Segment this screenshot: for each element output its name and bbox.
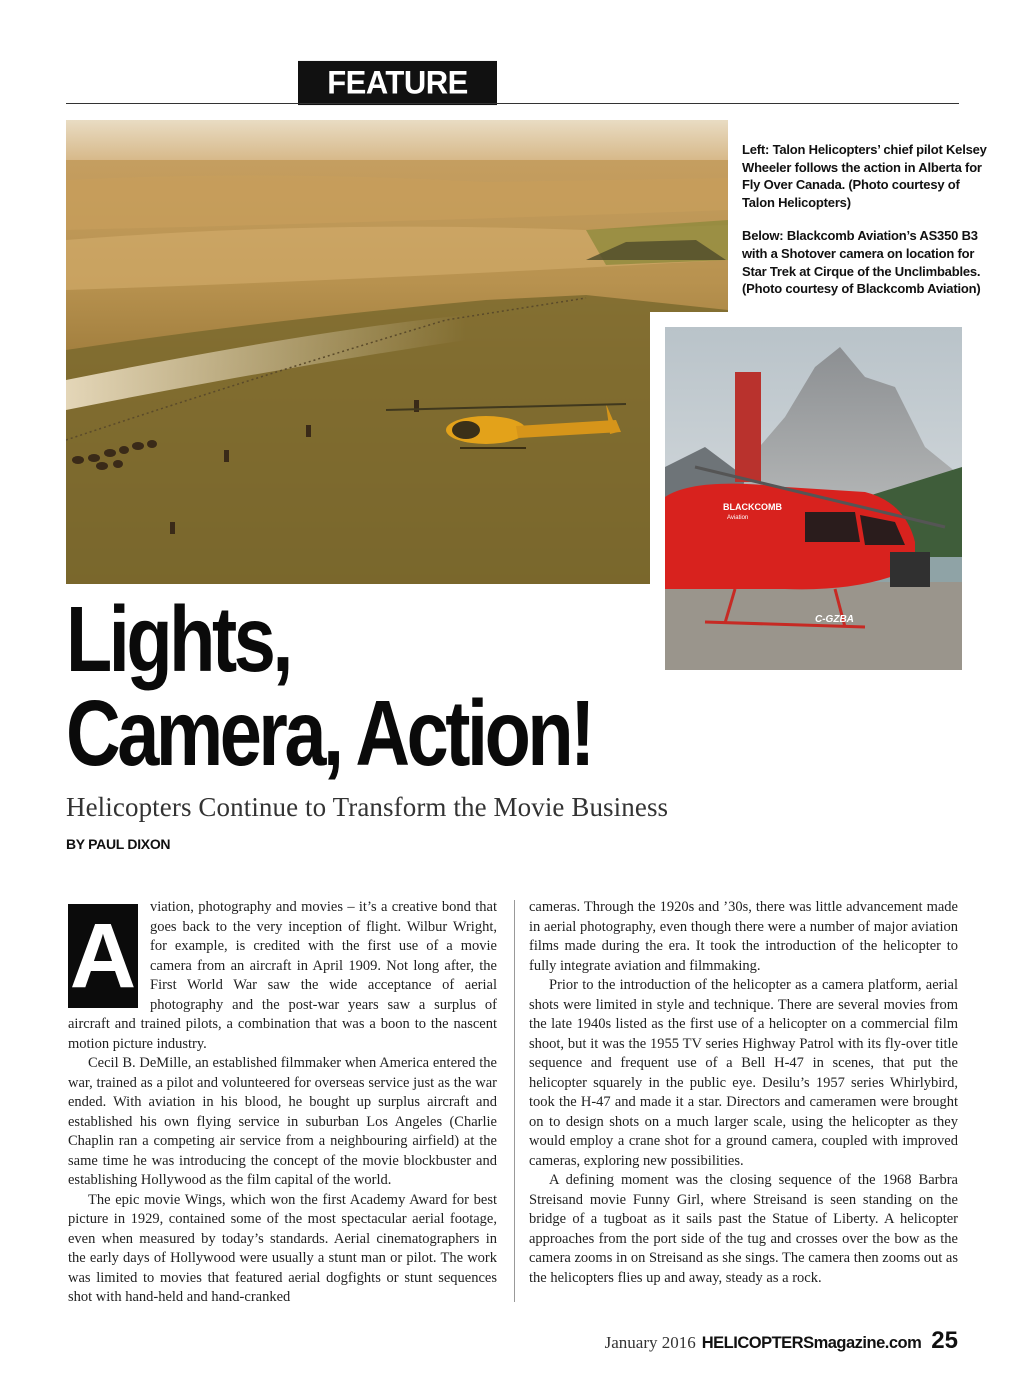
page-number: 25 (931, 1327, 958, 1354)
caption-below: Below: Blackcomb Aviation’s AS350 B3 with a Shotover camera on location for Star Trek at Cirque of the Unclimbables. (Photo courtesy of Blackcomb Aviation) (742, 228, 981, 297)
helicopter-registration: C-GZBA (815, 614, 854, 625)
paragraph-1: viation, photography and movies – it’s a creative bond that goes back to the very inception of flight. Wilbur Wright, for example, is credited with the first use of a movie camera from an aircraft in April 1909. Not long after, the First World War saw the wide acceptance of aerial photography and the post-war years saw a surplus of aircraft and trained pilots, a combination that was a boon to the nascent motion picture industry. (68, 899, 497, 1052)
page-footer (605, 1327, 958, 1355)
magazine-website: HELICOPTERSmagazine.com (701, 1334, 922, 1352)
header-rule (66, 103, 959, 104)
photo-prairie-helicopter (66, 120, 728, 584)
section-label: FEATURE (298, 61, 497, 105)
helicopter-marking-brand: BLACKCOMB (723, 502, 782, 512)
title-line-2: Camera, Action! (66, 681, 592, 786)
drop-cap: A (69, 905, 137, 1007)
column-rule (514, 900, 515, 1302)
helicopter-marking-sub: Aviation (727, 515, 749, 521)
body-column-right (529, 898, 958, 1288)
photo-captions (742, 141, 992, 314)
paragraph-4: Prior to the introduction of the helicopter as a camera platform, aerial shots were limited in style and technique. There are several movies from the late 1940s listed as the first use of a helicopter on a commercial film shoot, but it was the 1955 TV series Highway Patrol with its fly-over title sequence and frequent use of a Bell H-47 in scenes, that put the helicopter squarely in the public eye. Desilu’s 1957 series Whirlybird, took the H-47 and made it a star. Directors and cameramen were brought on to design shots on a much larger scale, using the helicopter as they would employ a crane shot for a ground camera, coupled with improved cameras, exploring new possibilities. (529, 977, 958, 1169)
caption-left: Left: Talon Helicopters’ chief pilot Kelsey Wheeler follows the action in Alberta for Fly Over Canada. (Photo courtesy of Talon Helicopters) (742, 142, 987, 210)
body-column-left (68, 898, 497, 1308)
article-byline: BY PAUL DIXON (66, 836, 171, 852)
paragraph-5: A defining moment was the closing sequence of the 1968 Barbra Streisand movie Funny Girl, where Streisand is seen standing on the bridge of a tugboat as it sails past the Statue of Liberty. A helicopter approaches from the port side of the tug and crosses over the bow as the camera zooms in on Streisand as she sings. The camera then zooms out as the helicopters flies up and away, steady as a rock. (529, 1172, 958, 1286)
issue-date: January 2016 (604, 1333, 696, 1352)
article-title (66, 586, 668, 786)
paragraph-3: The epic movie Wings, which won the first Academy Award for best picture in 1929, contained some of the most spectacular aerial footage, even when measured by today’s standards. Aerial cinematographers in the early days of Hollywood were usually a stunt man or pilot. The work was limited to movies that featured aerial dogfights or stunt sequences shot with hand-held and hand-cranked (68, 1191, 497, 1305)
photo-red-helicopter (665, 327, 962, 670)
article-subtitle: Helicopters Continue to Transform the Movie Business (66, 792, 669, 822)
title-line-1: Lights, (66, 586, 290, 691)
paragraph-2: Cecil B. DeMille, an established filmmaker when America entered the war, trained as a pilot and volunteered for overseas service just as the war ended. With aviation in his blood, he bought up surplus aircraft and established his own flying service in suburban Los Angeles (Charlie Chaplin ran a competing air service from a neighbouring airfield) at the same time he was introducing the concept of the movie blockbuster and establishing Hollywood as the film capital of the world. (68, 1055, 497, 1188)
paragraph-3-continued: cameras. Through the 1920s and ’30s, there was little advancement made in aerial photography, even though there were a number of major aviation films made during the era. It took the introduction of the helicopter to fully integrate aviation and filmmaking. (529, 899, 958, 974)
